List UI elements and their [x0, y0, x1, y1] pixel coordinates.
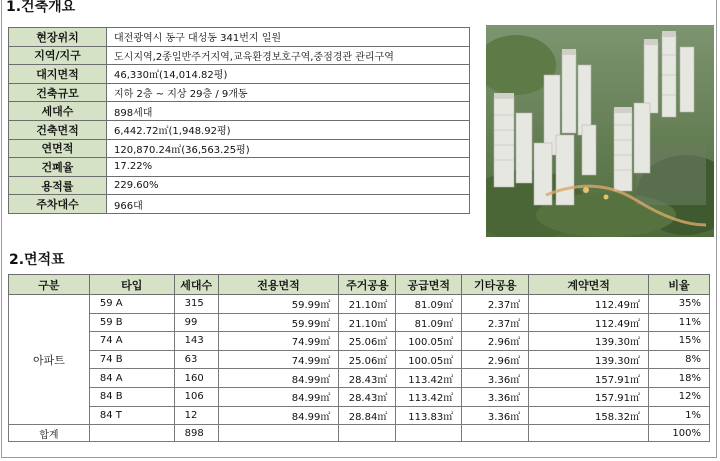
- overview-label: 현장위치: [9, 28, 107, 47]
- residential-common-cell: 25.06㎡: [339, 350, 396, 369]
- total-units-cell: 898: [174, 425, 218, 442]
- ratio-cell: 1%: [648, 406, 709, 425]
- empty-cell: [462, 425, 529, 442]
- contract-area-cell: 157.91㎡: [529, 369, 649, 388]
- other-common-cell: 3.36㎡: [462, 406, 529, 425]
- column-header: 기타공용: [462, 275, 529, 295]
- exclusive-area-cell: 84.99㎡: [218, 369, 339, 388]
- other-common-cell: 2.37㎡: [462, 295, 529, 314]
- type-cell: 74 A: [89, 332, 174, 351]
- overview-value: 6,442.72㎡(1,948.92평): [107, 120, 470, 139]
- table-row: [9, 369, 710, 388]
- overview-row: [9, 176, 470, 195]
- type-cell: 84 T: [89, 406, 174, 425]
- ratio-cell: 18%: [648, 369, 709, 388]
- empty-cell: [89, 425, 174, 442]
- exclusive-area-cell: 74.99㎡: [218, 350, 339, 369]
- column-header: 전용면적: [218, 275, 339, 295]
- overview-row: [9, 83, 470, 102]
- units-cell: 63: [174, 350, 218, 369]
- contract-area-cell: 139.30㎡: [529, 350, 649, 369]
- table-row: [9, 332, 710, 351]
- group-label-cell: 아파트: [9, 295, 90, 425]
- residential-common-cell: 21.10㎡: [339, 313, 396, 332]
- overview-label: 지역/지구: [9, 46, 107, 65]
- residential-common-cell: 28.84㎡: [339, 406, 396, 425]
- contract-area-cell: 139.30㎡: [529, 332, 649, 351]
- ratio-cell: 8%: [648, 350, 709, 369]
- area-table-header-row: [9, 275, 710, 295]
- column-header: 계약면적: [529, 275, 649, 295]
- exclusive-area-cell: 74.99㎡: [218, 332, 339, 351]
- overview-label: 건폐율: [9, 158, 107, 177]
- table-row: [9, 295, 710, 314]
- overview-row: [9, 120, 470, 139]
- overview-row: [9, 46, 470, 65]
- ratio-cell: 11%: [648, 313, 709, 332]
- units-cell: 99: [174, 313, 218, 332]
- ratio-cell: 35%: [648, 295, 709, 314]
- exclusive-area-cell: 84.99㎡: [218, 387, 339, 406]
- empty-cell: [529, 425, 649, 442]
- area-table: [8, 274, 710, 442]
- overview-value: 도시지역,2종일반주거지역,교육환경보호구역,중점경관 관리구역: [107, 46, 470, 65]
- overview-row: [9, 195, 470, 214]
- section-title-area-table: 2.면적표: [9, 252, 65, 268]
- column-header: 세대수: [174, 275, 218, 295]
- complex-rendering-image: [486, 25, 714, 237]
- column-header: 공급면적: [396, 275, 462, 295]
- overview-value: 966대: [107, 195, 470, 214]
- residential-common-cell: 28.43㎡: [339, 369, 396, 388]
- empty-cell: [218, 425, 339, 442]
- contract-area-cell: 157.91㎡: [529, 387, 649, 406]
- type-cell: 74 B: [89, 350, 174, 369]
- residential-common-cell: 21.10㎡: [339, 295, 396, 314]
- overview-value: 46,330㎡(14,014.82평): [107, 65, 470, 84]
- total-row: [9, 425, 710, 442]
- overview-label: 연면적: [9, 139, 107, 158]
- supply-area-cell: 113.42㎡: [396, 387, 462, 406]
- overview-value: 지하 2층 ~ 지상 29층 / 9개동: [107, 83, 470, 102]
- contract-area-cell: 112.49㎡: [529, 313, 649, 332]
- contract-area-cell: 112.49㎡: [529, 295, 649, 314]
- table-row: [9, 387, 710, 406]
- residential-common-cell: 25.06㎡: [339, 332, 396, 351]
- supply-area-cell: 113.83㎡: [396, 406, 462, 425]
- column-header: 비율: [648, 275, 709, 295]
- total-label-cell: 합계: [9, 425, 90, 442]
- table-row: [9, 350, 710, 369]
- overview-label: 대지면적: [9, 65, 107, 84]
- overview-value: 898세대: [107, 102, 470, 121]
- column-header: 구분: [9, 275, 90, 295]
- overview-row: [9, 139, 470, 158]
- other-common-cell: 2.37㎡: [462, 313, 529, 332]
- units-cell: 12: [174, 406, 218, 425]
- column-header: 주거공용: [339, 275, 396, 295]
- overview-label: 용적률: [9, 176, 107, 195]
- exclusive-area-cell: 59.99㎡: [218, 295, 339, 314]
- empty-cell: [396, 425, 462, 442]
- other-common-cell: 2.96㎡: [462, 332, 529, 351]
- table-row: [9, 406, 710, 425]
- type-cell: 59 A: [89, 295, 174, 314]
- exclusive-area-cell: 84.99㎡: [218, 406, 339, 425]
- empty-cell: [339, 425, 396, 442]
- overview-row: [9, 28, 470, 47]
- overview-label: 건축면적: [9, 120, 107, 139]
- supply-area-cell: 113.42㎡: [396, 369, 462, 388]
- overview-table: [8, 27, 470, 214]
- other-common-cell: 2.96㎡: [462, 350, 529, 369]
- units-cell: 315: [174, 295, 218, 314]
- units-cell: 143: [174, 332, 218, 351]
- supply-area-cell: 81.09㎡: [396, 295, 462, 314]
- contract-area-cell: 158.32㎡: [529, 406, 649, 425]
- overview-label: 주차대수: [9, 195, 107, 214]
- column-header: 타입: [89, 275, 174, 295]
- type-cell: 84 B: [89, 387, 174, 406]
- ratio-cell: 12%: [648, 387, 709, 406]
- supply-area-cell: 100.05㎡: [396, 350, 462, 369]
- other-common-cell: 3.36㎡: [462, 369, 529, 388]
- supply-area-cell: 81.09㎡: [396, 313, 462, 332]
- overview-row: [9, 158, 470, 177]
- units-cell: 160: [174, 369, 218, 388]
- overview-value: 대전광역시 동구 대성동 341번지 일원: [107, 28, 470, 47]
- overview-value: 120,870.24㎡(36,563.25평): [107, 139, 470, 158]
- total-ratio-cell: 100%: [648, 425, 709, 442]
- overview-row: [9, 102, 470, 121]
- table-row: [9, 313, 710, 332]
- section-title-overview: 1.건축개요: [6, 0, 76, 15]
- exclusive-area-cell: 59.99㎡: [218, 313, 339, 332]
- overview-label: 세대수: [9, 102, 107, 121]
- overview-value: 17.22%: [107, 158, 470, 177]
- residential-common-cell: 28.43㎡: [339, 387, 396, 406]
- overview-row: [9, 65, 470, 84]
- units-cell: 106: [174, 387, 218, 406]
- other-common-cell: 3.36㎡: [462, 387, 529, 406]
- overview-label: 건축규모: [9, 83, 107, 102]
- overview-value: 229.60%: [107, 176, 470, 195]
- type-cell: 84 A: [89, 369, 174, 388]
- type-cell: 59 B: [89, 313, 174, 332]
- supply-area-cell: 100.05㎡: [396, 332, 462, 351]
- ratio-cell: 15%: [648, 332, 709, 351]
